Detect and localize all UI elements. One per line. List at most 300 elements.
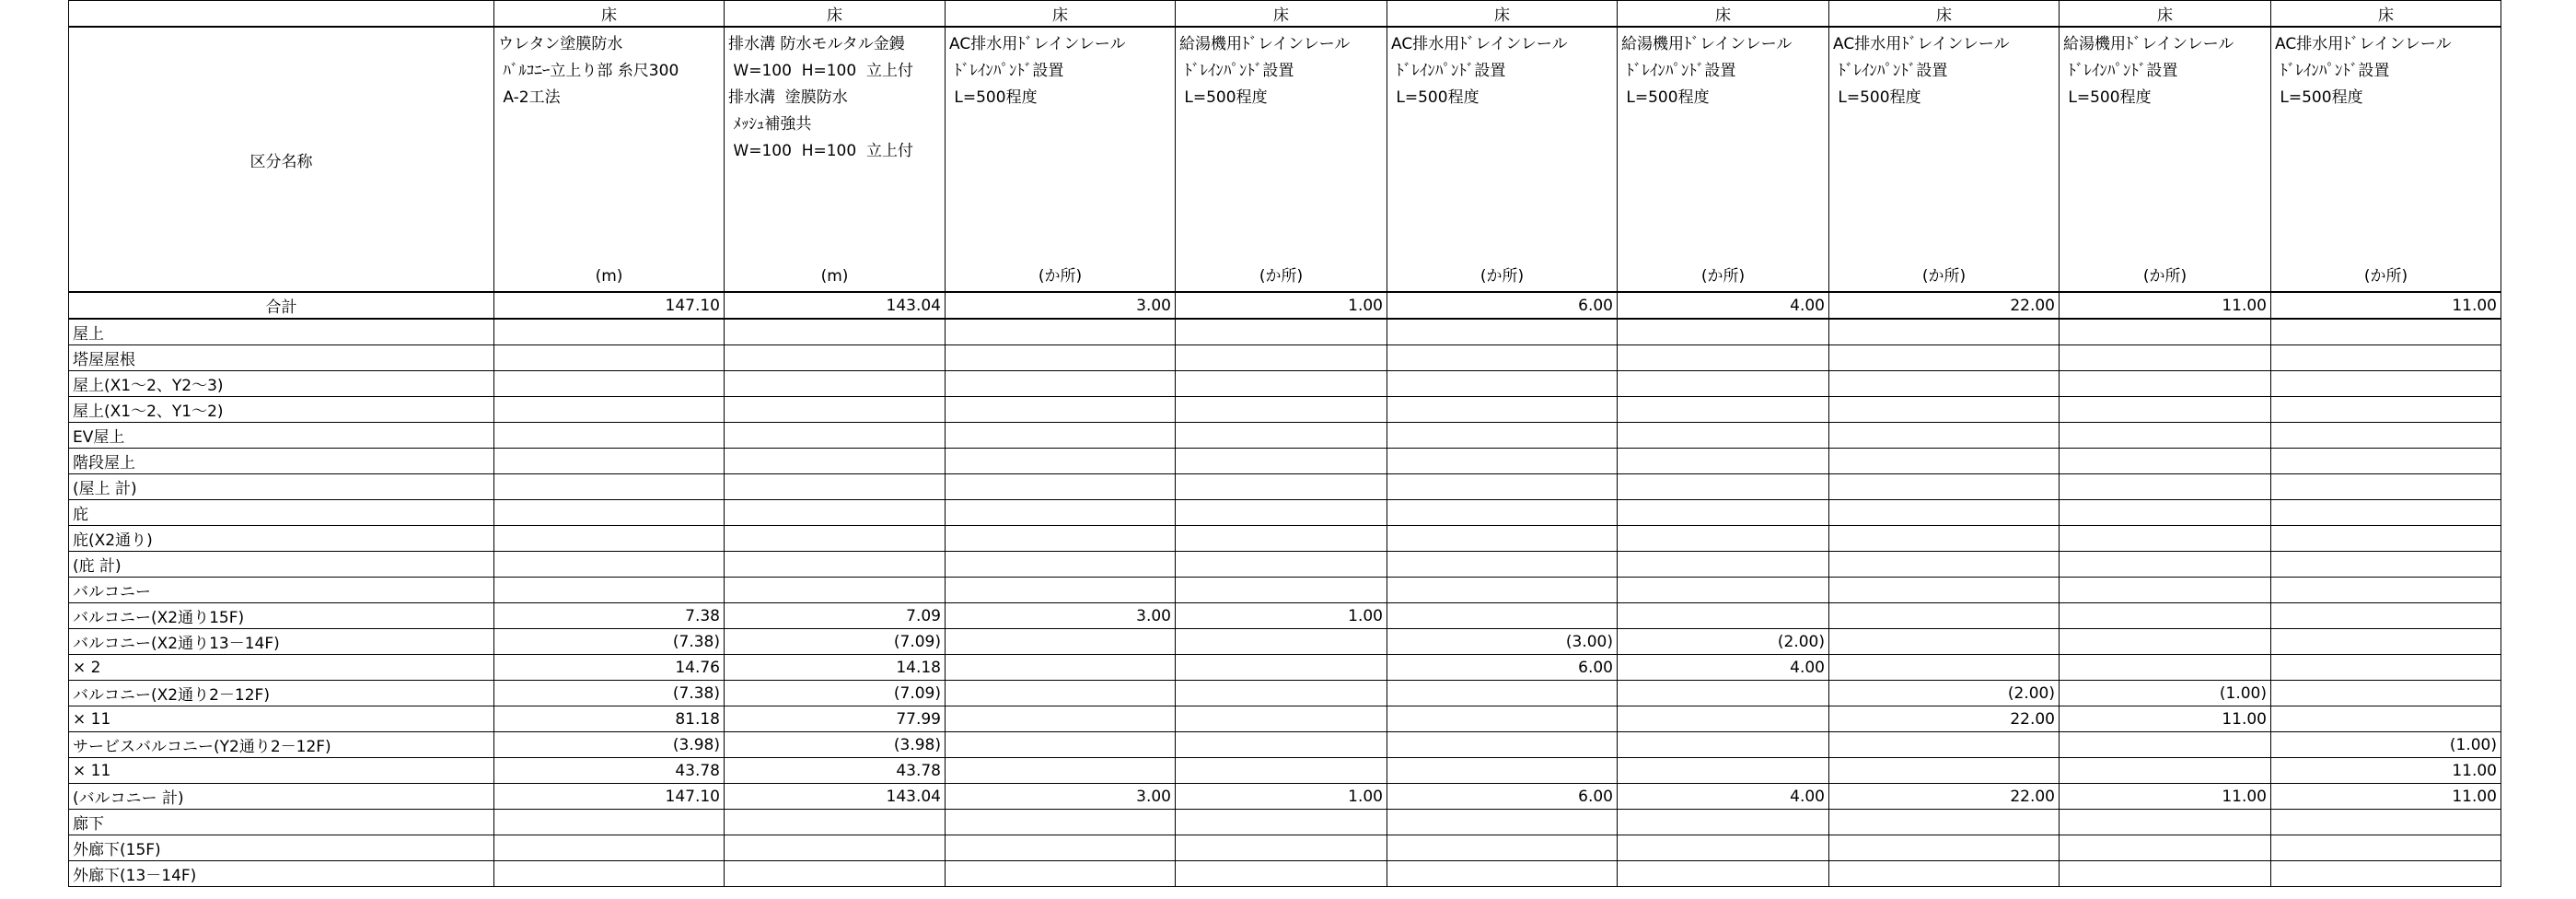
description-line: ﾄﾞﾚｲﾝﾊﾟﾝﾄﾞ設置 <box>1833 62 1948 80</box>
value-cell <box>2060 449 2271 474</box>
value-cell <box>1176 629 1387 655</box>
value-cell <box>1829 500 2060 526</box>
value-cell <box>2060 319 2271 345</box>
description-text <box>1833 31 2010 111</box>
row-label: 外廊下(15F) <box>69 835 494 861</box>
description-text <box>2275 31 2452 111</box>
value-cell <box>1618 526 1829 552</box>
value-cell: 22.00 <box>1829 706 2060 732</box>
unit-label: (か所) <box>1700 267 1746 286</box>
value-cell <box>1176 474 1387 500</box>
column-description <box>494 28 724 291</box>
description-line: ﾄﾞﾚｲﾝﾊﾟﾝﾄﾞ設置 <box>1179 62 1294 80</box>
value-cell <box>1829 552 2060 578</box>
total-value-cell: 11.00 <box>2060 292 2271 319</box>
unit-label: (か所) <box>1259 267 1304 286</box>
value-cell: 77.99 <box>725 706 946 732</box>
column-description <box>1618 28 1828 291</box>
table-row <box>69 655 2501 681</box>
value-cell <box>2271 345 2501 371</box>
row-label: 廊下 <box>69 810 494 835</box>
value-cell <box>1176 449 1387 474</box>
description-line: ﾄﾞﾚｲﾝﾊﾟﾝﾄﾞ設置 <box>1621 62 1736 80</box>
row-label: EV屋上 <box>69 423 494 449</box>
value-cell: (7.09) <box>725 681 946 706</box>
value-cell <box>1618 449 1829 474</box>
row-label: (屋上 計) <box>69 474 494 500</box>
description-line: L=500程度 <box>1833 88 1921 107</box>
total-value-cell: 22.00 <box>1829 292 2060 319</box>
value-cell <box>2060 345 2271 371</box>
value-cell: (3.98) <box>494 732 725 758</box>
column-description <box>725 28 945 291</box>
value-cell <box>1829 371 2060 397</box>
value-cell <box>1618 835 1829 861</box>
description-line: AC排水用ﾄﾞレインレール <box>949 35 1126 53</box>
value-cell <box>1176 861 1387 887</box>
value-cell <box>946 681 1176 706</box>
row-label: × 11 <box>69 706 494 732</box>
value-cell <box>1176 655 1387 681</box>
column-description-cell <box>725 27 946 292</box>
value-cell <box>1387 603 1618 629</box>
row-label: 庇 <box>69 500 494 526</box>
value-cell: 7.38 <box>494 603 725 629</box>
row-label: (庇 計) <box>69 552 494 578</box>
value-cell: (1.00) <box>2060 681 2271 706</box>
table-row <box>69 629 2501 655</box>
value-cell: 4.00 <box>1618 784 1829 810</box>
division-name-label: 区分名称 <box>249 152 313 171</box>
value-cell <box>946 397 1176 423</box>
value-cell <box>946 706 1176 732</box>
value-cell: (7.38) <box>494 681 725 706</box>
value-cell <box>1176 319 1387 345</box>
value-cell <box>2060 500 2271 526</box>
description-line: AC排水用ﾄﾞレインレール <box>1833 35 2010 53</box>
value-cell <box>2060 655 2271 681</box>
column-category-header: 床 <box>725 1 946 28</box>
row-label: × 11 <box>69 758 494 784</box>
unit-label: (m) <box>820 267 849 286</box>
value-cell <box>946 449 1176 474</box>
value-cell <box>1176 500 1387 526</box>
table-row <box>69 345 2501 371</box>
value-cell <box>1176 371 1387 397</box>
value-cell <box>1387 810 1618 835</box>
value-cell <box>725 371 946 397</box>
value-cell <box>1387 835 1618 861</box>
description-line: L=500程度 <box>1621 88 1710 107</box>
description-line: ウレタン塗膜防水 <box>498 35 623 53</box>
value-cell <box>494 552 725 578</box>
table-row <box>69 784 2501 810</box>
value-cell: (1.00) <box>2271 732 2501 758</box>
description-text <box>498 31 679 111</box>
value-cell <box>1387 758 1618 784</box>
value-cell <box>1829 603 2060 629</box>
description-line: L=500程度 <box>1391 88 1479 107</box>
value-cell <box>725 345 946 371</box>
value-cell <box>725 449 946 474</box>
value-cell <box>1176 345 1387 371</box>
value-cell <box>1829 655 2060 681</box>
row-label: バルコニー(X2通り15F) <box>69 603 494 629</box>
value-cell <box>1829 732 2060 758</box>
value-cell <box>1387 345 1618 371</box>
value-cell <box>2271 423 2501 449</box>
description-text <box>949 31 1126 111</box>
row-label: 塔屋屋根 <box>69 345 494 371</box>
row-label: バルコニー <box>69 578 494 603</box>
value-cell: 3.00 <box>946 784 1176 810</box>
value-cell <box>2271 449 2501 474</box>
value-cell: 22.00 <box>1829 784 2060 810</box>
value-cell: 147.10 <box>494 784 725 810</box>
value-cell <box>2271 629 2501 655</box>
row-label: バルコニー(X2通り13－14F) <box>69 629 494 655</box>
table-row <box>69 578 2501 603</box>
value-cell <box>946 552 1176 578</box>
value-cell <box>494 500 725 526</box>
row-label: バルコニー(X2通り2－12F) <box>69 681 494 706</box>
value-cell <box>725 861 946 887</box>
value-cell <box>494 835 725 861</box>
column-category-header: 床 <box>494 1 725 28</box>
value-cell <box>946 319 1176 345</box>
table-row <box>69 397 2501 423</box>
column-description <box>2060 28 2270 291</box>
column-description-cell <box>2060 27 2271 292</box>
row-label: × 2 <box>69 655 494 681</box>
value-cell <box>1618 810 1829 835</box>
value-cell: (7.38) <box>494 629 725 655</box>
column-description-cell <box>946 27 1176 292</box>
value-cell <box>1176 526 1387 552</box>
value-cell <box>946 861 1176 887</box>
value-cell <box>2060 629 2271 655</box>
total-value-cell: 6.00 <box>1387 292 1618 319</box>
description-line: A-2工法 <box>498 88 561 107</box>
column-category-header: 床 <box>1618 1 1829 28</box>
total-value-cell: 1.00 <box>1176 292 1387 319</box>
description-line: 排水溝 塗膜防水 <box>728 88 848 107</box>
description-text <box>2063 31 2234 111</box>
column-description-cell <box>1829 27 2060 292</box>
value-cell <box>1829 835 2060 861</box>
value-cell <box>1829 397 2060 423</box>
value-cell <box>2060 423 2271 449</box>
column-description <box>1387 28 1617 291</box>
value-cell <box>725 474 946 500</box>
description-text <box>1621 31 1792 111</box>
value-cell <box>2271 552 2501 578</box>
value-cell <box>946 810 1176 835</box>
value-cell <box>725 319 946 345</box>
table-row <box>69 371 2501 397</box>
description-line: 給湯機用ﾄﾞレインレール <box>2063 35 2234 53</box>
value-cell <box>1829 319 2060 345</box>
description-line: 排水溝 防水モルタル金鏝 <box>728 35 905 53</box>
value-cell <box>2060 732 2271 758</box>
description-text <box>728 31 913 165</box>
unit-label: (か所) <box>2142 267 2187 286</box>
unit-label: (か所) <box>1479 267 1525 286</box>
value-cell <box>1829 345 2060 371</box>
value-cell <box>1618 681 1829 706</box>
total-value-cell: 143.04 <box>725 292 946 319</box>
value-cell <box>2271 319 2501 345</box>
column-description <box>1829 28 2059 291</box>
value-cell <box>1387 706 1618 732</box>
value-cell <box>1829 526 2060 552</box>
value-cell: 11.00 <box>2060 706 2271 732</box>
value-cell <box>494 397 725 423</box>
row-label: 屋上 <box>69 319 494 345</box>
value-cell <box>2271 603 2501 629</box>
description-line: ﾄﾞﾚｲﾝﾊﾟﾝﾄﾞ設置 <box>949 62 1064 80</box>
value-cell: 14.18 <box>725 655 946 681</box>
value-cell <box>1618 706 1829 732</box>
value-cell <box>1829 423 2060 449</box>
table-row <box>69 423 2501 449</box>
value-cell <box>1387 526 1618 552</box>
description-line: L=500程度 <box>949 88 1038 107</box>
total-value-cell: 11.00 <box>2271 292 2501 319</box>
value-cell <box>2271 578 2501 603</box>
description-line: ﾄﾞﾚｲﾝﾊﾟﾝﾄﾞ設置 <box>1391 62 1506 80</box>
value-cell: 11.00 <box>2271 784 2501 810</box>
value-cell <box>946 655 1176 681</box>
value-cell <box>1387 732 1618 758</box>
value-cell <box>946 578 1176 603</box>
row-label: 外廊下(13－14F) <box>69 861 494 887</box>
value-cell <box>1176 732 1387 758</box>
value-cell <box>1176 758 1387 784</box>
value-cell <box>1829 861 2060 887</box>
value-cell <box>2060 397 2271 423</box>
value-cell <box>1176 552 1387 578</box>
value-cell <box>2060 835 2271 861</box>
description-row <box>69 27 2501 292</box>
column-category-header: 床 <box>946 1 1176 28</box>
value-cell <box>1618 345 1829 371</box>
table-row <box>69 706 2501 732</box>
value-cell <box>1618 732 1829 758</box>
value-cell <box>1387 500 1618 526</box>
value-cell <box>1176 706 1387 732</box>
value-cell: 6.00 <box>1387 655 1618 681</box>
value-cell <box>1829 810 2060 835</box>
value-cell <box>1618 578 1829 603</box>
value-cell <box>946 371 1176 397</box>
value-cell <box>1387 371 1618 397</box>
value-cell <box>494 319 725 345</box>
value-cell <box>946 732 1176 758</box>
value-cell: 7.09 <box>725 603 946 629</box>
value-cell: 6.00 <box>1387 784 1618 810</box>
value-cell: (2.00) <box>1829 681 2060 706</box>
value-cell <box>2060 526 2271 552</box>
description-line: AC排水用ﾄﾞレインレール <box>2275 35 2452 53</box>
division-name-header <box>69 27 494 292</box>
value-cell <box>2271 655 2501 681</box>
unit-label: (m) <box>595 267 623 286</box>
value-cell <box>725 526 946 552</box>
value-cell: (2.00) <box>1618 629 1829 655</box>
value-cell <box>725 835 946 861</box>
category-row <box>69 1 2501 28</box>
description-line: ﾄﾞﾚｲﾝﾊﾟﾝﾄﾞ設置 <box>2063 62 2178 80</box>
row-label: サービスバルコニー(Y2通り2－12F) <box>69 732 494 758</box>
value-cell <box>1176 810 1387 835</box>
value-cell <box>1387 552 1618 578</box>
table-row <box>69 474 2501 500</box>
value-cell <box>2271 526 2501 552</box>
value-cell <box>2060 810 2271 835</box>
value-cell <box>494 371 725 397</box>
value-cell <box>1618 500 1829 526</box>
value-cell <box>1387 449 1618 474</box>
value-cell: 43.78 <box>494 758 725 784</box>
value-cell <box>725 397 946 423</box>
value-cell <box>1176 835 1387 861</box>
table-row <box>69 449 2501 474</box>
value-cell <box>946 758 1176 784</box>
unit-label: (か所) <box>1038 267 1083 286</box>
value-cell <box>946 474 1176 500</box>
row-label: 屋上(X1～2、Y1～2) <box>69 397 494 423</box>
value-cell <box>1829 449 2060 474</box>
description-line: L=500程度 <box>1179 88 1268 107</box>
value-cell <box>1176 397 1387 423</box>
value-cell <box>2271 810 2501 835</box>
value-cell <box>494 474 725 500</box>
value-cell <box>946 345 1176 371</box>
value-cell <box>2271 681 2501 706</box>
table-row <box>69 758 2501 784</box>
value-cell <box>946 423 1176 449</box>
value-cell <box>2271 474 2501 500</box>
row-label: 階段屋上 <box>69 449 494 474</box>
value-cell <box>494 810 725 835</box>
total-row <box>69 292 2501 319</box>
column-category-header: 床 <box>2060 1 2271 28</box>
description-line: AC排水用ﾄﾞレインレール <box>1391 35 1568 53</box>
value-cell <box>1829 758 2060 784</box>
value-cell <box>1618 603 1829 629</box>
table-row <box>69 861 2501 887</box>
table-row <box>69 732 2501 758</box>
table-row <box>69 500 2501 526</box>
column-description <box>946 28 1175 291</box>
value-cell <box>2271 397 2501 423</box>
table-row <box>69 810 2501 835</box>
value-cell <box>494 861 725 887</box>
value-cell <box>725 500 946 526</box>
value-cell <box>2060 474 2271 500</box>
value-cell <box>1176 681 1387 706</box>
value-cell <box>1829 474 2060 500</box>
unit-label: (か所) <box>1921 267 1967 286</box>
value-cell <box>494 423 725 449</box>
total-label: 合計 <box>69 292 494 319</box>
description-line: ﾄﾞﾚｲﾝﾊﾟﾝﾄﾞ設置 <box>2275 62 2390 80</box>
value-cell: (7.09) <box>725 629 946 655</box>
value-cell: 143.04 <box>725 784 946 810</box>
value-cell <box>2271 706 2501 732</box>
value-cell <box>494 578 725 603</box>
column-description-cell <box>494 27 725 292</box>
row-label: 屋上(X1～2、Y2～3) <box>69 371 494 397</box>
value-cell <box>494 526 725 552</box>
value-cell <box>1618 552 1829 578</box>
value-cell <box>2060 552 2271 578</box>
category-header-blank <box>69 1 494 28</box>
table-row <box>69 835 2501 861</box>
value-cell <box>494 345 725 371</box>
unit-label: (か所) <box>2363 267 2408 286</box>
column-description-cell <box>1387 27 1618 292</box>
value-cell: (3.98) <box>725 732 946 758</box>
description-line: L=500程度 <box>2063 88 2152 107</box>
value-cell <box>494 449 725 474</box>
total-value-cell: 4.00 <box>1618 292 1829 319</box>
value-cell <box>1618 397 1829 423</box>
value-cell: 1.00 <box>1176 784 1387 810</box>
value-cell <box>725 810 946 835</box>
column-description <box>1176 28 1387 291</box>
value-cell <box>1618 758 1829 784</box>
value-cell <box>2060 578 2271 603</box>
value-cell: 1.00 <box>1176 603 1387 629</box>
table-row <box>69 526 2501 552</box>
value-cell <box>2271 500 2501 526</box>
value-cell <box>1618 319 1829 345</box>
description-text <box>1391 31 1568 111</box>
value-cell <box>2271 861 2501 887</box>
description-line: W=100 H=100 立上付 <box>728 62 913 80</box>
description-line: 給湯機用ﾄﾞレインレール <box>1621 35 1793 53</box>
table-row <box>69 681 2501 706</box>
value-cell <box>1387 474 1618 500</box>
column-description-cell <box>2271 27 2501 292</box>
value-cell <box>725 578 946 603</box>
value-cell: 11.00 <box>2271 758 2501 784</box>
value-cell: 43.78 <box>725 758 946 784</box>
value-cell <box>1829 629 2060 655</box>
value-cell <box>1176 423 1387 449</box>
table-body <box>69 292 2501 887</box>
value-cell <box>1387 578 1618 603</box>
value-cell <box>946 500 1176 526</box>
description-line: ﾒｯｼｭ補強共 <box>728 115 812 134</box>
total-value-cell: 147.10 <box>494 292 725 319</box>
value-cell: (3.00) <box>1387 629 1618 655</box>
value-cell <box>946 835 1176 861</box>
table-row <box>69 603 2501 629</box>
value-cell <box>2271 835 2501 861</box>
description-line: ﾊﾞﾙｺﾆｰ立上り部 糸尺300 <box>498 62 679 80</box>
total-value-cell: 3.00 <box>946 292 1176 319</box>
row-label: (バルコニー 計) <box>69 784 494 810</box>
value-cell <box>946 526 1176 552</box>
value-cell <box>946 629 1176 655</box>
description-text <box>1179 31 1350 111</box>
value-cell <box>1176 578 1387 603</box>
value-cell <box>1387 319 1618 345</box>
value-cell <box>1618 861 1829 887</box>
